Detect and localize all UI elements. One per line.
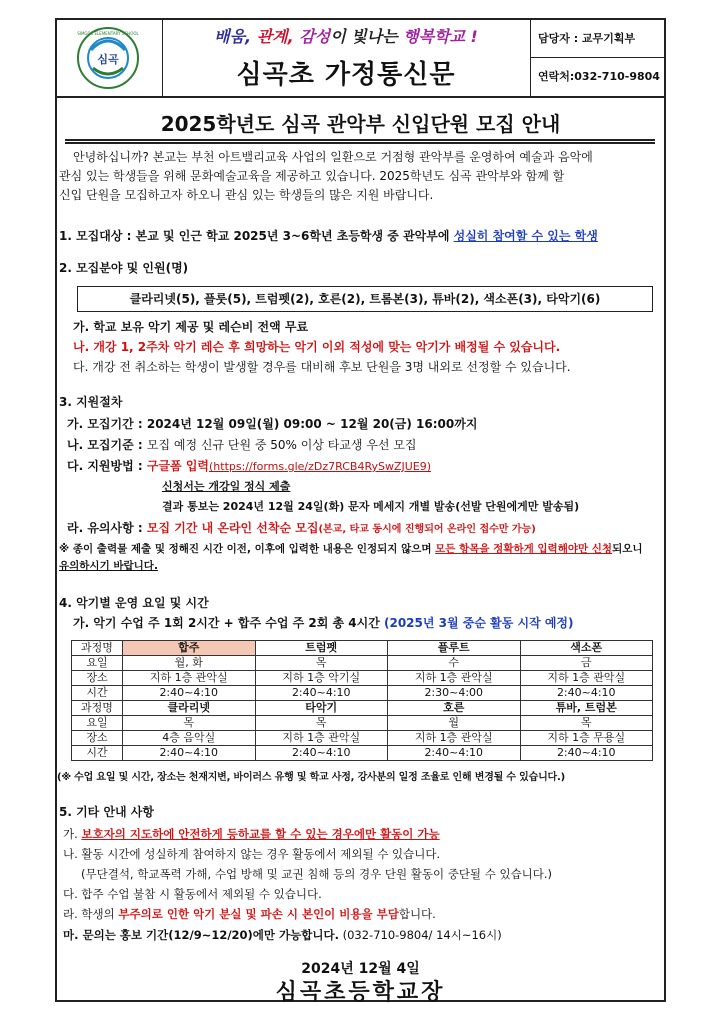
slogan-part: 관계, xyxy=(251,27,294,46)
section-5-item-c: 다. 합주 수업 불참 시 활동에서 제외될 수 있습니다. xyxy=(63,887,322,901)
row-label: 시간 xyxy=(72,686,123,701)
title-rule-top xyxy=(65,139,655,141)
table-row xyxy=(72,731,653,746)
notice-title: 2025학년도 심곡 관악부 신입단원 모집 안내 xyxy=(160,112,561,136)
period-value: 2024년 12월 09일(월) 09:00 ~ 12월 20(금) 16:00까지 xyxy=(146,417,478,431)
section-2-head: 2. 모집분야 및 인원(명) xyxy=(59,261,189,275)
course-time: 2:40~4:10 xyxy=(520,746,653,761)
manager-label: 담당자 : 교무기획부 xyxy=(538,32,636,45)
google-form-link[interactable]: (https://forms.gle/zDz7RCB4RySwZJUE9) xyxy=(209,460,432,473)
newsletter-header xyxy=(57,20,664,98)
course-time: 2:40~4:10 xyxy=(255,686,388,701)
paper-title: 심곡초 가정통신문 xyxy=(236,60,456,90)
section-5-item-d-red: 부주의로 인한 악기 분실 및 파손 시 본인이 비용을 부담 xyxy=(118,907,399,921)
slogan-part: 감성 xyxy=(293,27,331,46)
course-place: 지하 1층 관악실 xyxy=(123,671,256,686)
slogan-part: 배움, xyxy=(214,27,252,46)
course-name: 트럼펫 xyxy=(255,641,388,656)
section-3-item-a xyxy=(67,415,659,434)
section-3-item-d xyxy=(67,519,659,539)
course-day: 월 xyxy=(388,716,521,731)
section-3-head: 3. 지원절차 xyxy=(59,395,123,409)
course-time: 2:40~4:10 xyxy=(123,746,256,761)
item-prefix: 라. 학생의 xyxy=(63,907,119,921)
section-5-head: 5. 기타 안내 사항 xyxy=(59,805,154,819)
title-cell xyxy=(162,20,531,96)
course-name: 색소폰 xyxy=(520,641,653,656)
criteria-label: 나. 모집기준 : xyxy=(67,438,147,452)
note-part: ※ 종이 출력물 제출 및 정해진 시간 이전, 이후에 입력한 내용은 인정되지 않으며 xyxy=(59,543,436,555)
section-1 xyxy=(59,227,659,246)
school-slogan xyxy=(162,24,530,47)
section-4-sub-blue: (2025년 3월 중순 활동 시작 예정) xyxy=(383,616,574,630)
caution-label: 라. 유의사항 : xyxy=(67,521,147,535)
course-day: 월, 화 xyxy=(123,656,256,671)
row-label: 장소 xyxy=(72,671,123,686)
section-3-note xyxy=(59,541,659,558)
section-5-item-a-red: 보호자의 지도하에 안전하게 등하교를 할 수 있는 경우에만 활동이 가능 xyxy=(81,827,440,841)
course-place: 지하 1층 관악실 xyxy=(388,671,521,686)
item-suffix: 합니다. xyxy=(398,907,436,921)
table-row xyxy=(72,641,653,656)
newsletter-page xyxy=(55,18,666,1005)
section-5-item-d xyxy=(63,905,659,924)
emblem-ring-text: SIMGOK ELEMENTARY SCHOOL xyxy=(77,31,139,36)
table-row xyxy=(72,746,653,761)
course-name: 튜바, 트럼본 xyxy=(520,701,653,716)
logo-cell xyxy=(57,20,163,96)
period-label: 가. 모집기간 : xyxy=(67,417,147,431)
course-day: 금 xyxy=(520,656,653,671)
course-place: 지하 1층 악기실 xyxy=(255,671,388,686)
intro-line: 안녕하십니까? 본교는 부천 아트밸리교육 사업의 일환으로 거점형 관악부를 운영하여 예술과 음악에 xyxy=(73,150,593,164)
info-cell xyxy=(530,20,664,96)
row-label: 요일 xyxy=(72,716,123,731)
row-label: 요일 xyxy=(72,656,123,671)
inquiry-text: 마. 문의는 홍보 기간(12/9~12/20)에만 가능합니다. xyxy=(63,928,339,942)
note-red: 모든 항목을 정확하게 입력해야만 신청 xyxy=(435,543,613,555)
table-row xyxy=(72,716,653,731)
table-row xyxy=(72,656,653,671)
method-google-form: 구글폼 입력 xyxy=(146,459,209,473)
course-time: 2:40~4:10 xyxy=(388,746,521,761)
schedule-note: (※ 수업 요일 및 시간, 장소는 천재지변, 바이러스 유행 및 학교 사정, 강사분의 일정 조율로 인해 변경될 수 있습니다.) xyxy=(57,772,565,783)
intro-line: 관심 있는 학생들을 위해 문화예술교육을 제공하고 있습니다. 2025학년도 심곡 관악부와 함께 할 xyxy=(59,169,565,183)
item-prefix: 가. xyxy=(63,827,82,841)
course-name: 클라리넷 xyxy=(123,701,256,716)
criteria-value: 모집 예정 신규 단원 중 50% 이상 타교생 우선 모집 xyxy=(146,438,417,452)
course-place: 지하 1층 관악실 xyxy=(255,731,388,746)
course-place: 4층 음악실 xyxy=(123,731,256,746)
slogan-part: 행복학교 ! xyxy=(403,27,478,46)
course-place: 지하 1층 관악실 xyxy=(520,671,653,686)
course-day: 목 xyxy=(123,716,256,731)
section-2-item-a: 가. 학교 보유 악기 제공 및 레슨비 전액 무료 xyxy=(73,320,309,334)
section-3-item-b xyxy=(67,436,659,455)
course-day: 목 xyxy=(255,716,388,731)
course-day: 목 xyxy=(255,656,388,671)
course-name: 합주 xyxy=(123,641,256,656)
caution-small: (본교, 타교 동시에 진행되어 온라인 접수만 가능) xyxy=(318,524,536,535)
course-time: 2:40~4:10 xyxy=(520,686,653,701)
section-4-sub xyxy=(73,614,659,633)
row-label: 시간 xyxy=(72,746,123,761)
instrument-quota-box: 클라리넷(5), 플룻(5), 트럼펫(2), 호른(2), 트롬본(3), 튜바(2), 색소폰(3), 타악기(6) xyxy=(77,286,653,312)
slogan-part: 이 빛나는 xyxy=(330,27,404,46)
section-3-note-end: 유의하시기 바랍니다. xyxy=(59,560,158,572)
section-3-item-c xyxy=(67,457,659,476)
table-row xyxy=(72,701,653,716)
method-line-2: 신청서는 개강일 정식 제출 xyxy=(162,480,291,493)
row-label: 장소 xyxy=(72,731,123,746)
inquiry-contact: (032-710-9804/ 14시~16시) xyxy=(338,928,502,942)
section-5-item-e xyxy=(63,926,659,945)
caution-red: 모집 기간 내 온라인 선착순 모집 xyxy=(146,521,319,535)
title-rule-bottom xyxy=(65,142,655,144)
method-line-3: 결과 통보는 2024년 12월 24일(화) 문자 메세지 개별 발송(선발 단원에게만 발송됨) xyxy=(162,500,580,513)
section-5-item-a xyxy=(63,825,659,844)
schedule-table xyxy=(71,640,653,761)
section-2-item-b: 나. 개강 1, 2주차 악기 레슨 후 희망하는 악기 이외 적성에 맞는 악기가 배정될 수 있습니다. xyxy=(73,340,561,354)
section-5-item-b2: (무단결석, 학교폭력 가해, 수업 방해 및 교권 침해 등의 경우 단원 활동이 중단될 수 있습니다.) xyxy=(81,867,553,881)
course-time: 2:40~4:10 xyxy=(123,686,256,701)
course-place: 지하 1층 무용실 xyxy=(520,731,653,746)
course-day: 수 xyxy=(388,656,521,671)
course-time: 2:40~4:10 xyxy=(255,746,388,761)
course-place: 지하 1층 관악실 xyxy=(388,731,521,746)
section-2-item-c: 다. 개강 전 취소하는 학생이 발생할 경우를 대비해 후보 단원을 3명 내외로 선정할 수 있습니다. xyxy=(73,360,571,374)
section-4-sub-text: 가. 악기 수업 주 1회 2시간 + 합주 수업 주 2회 총 4시간 xyxy=(73,616,384,630)
section-4-head: 4. 악기별 운영 요일 및 시간 xyxy=(59,596,209,610)
intro-line: 신입 단원을 모집하고자 하오니 관심 있는 학생들의 많은 지원 바랍니다. xyxy=(59,188,434,202)
course-time: 2:30~4:00 xyxy=(388,686,521,701)
course-name: 호른 xyxy=(388,701,521,716)
table-row xyxy=(72,686,653,701)
course-name: 타악기 xyxy=(255,701,388,716)
school-emblem-icon xyxy=(75,26,141,90)
section-1-highlight: 성실히 참여할 수 있는 학생 xyxy=(453,229,598,243)
table-row xyxy=(72,671,653,686)
course-day: 목 xyxy=(520,716,653,731)
row-label: 과정명 xyxy=(72,641,123,656)
section-5-item-b: 나. 활동 시간에 성실하게 참여하지 않는 경우 활동에서 제외될 수 있습니다. xyxy=(63,847,441,861)
note-part: 되오니 xyxy=(612,543,643,555)
issue-date: 2024년 12월 4일 xyxy=(301,961,420,977)
contact-label: 연락처:032-710-9804 xyxy=(530,57,664,95)
principal-signature: 심곡초등학교장 xyxy=(275,980,446,1005)
method-label: 다. 지원방법 : xyxy=(67,459,147,473)
section-1-head: 1. 모집대상 : xyxy=(59,229,136,243)
emblem-text: 심곡 xyxy=(97,53,119,66)
section-1-text: 본교 및 인근 학교 2025년 3~6학년 초등학생 중 관악부에 xyxy=(135,229,454,243)
row-label: 과정명 xyxy=(72,701,123,716)
course-name: 플루트 xyxy=(388,641,521,656)
